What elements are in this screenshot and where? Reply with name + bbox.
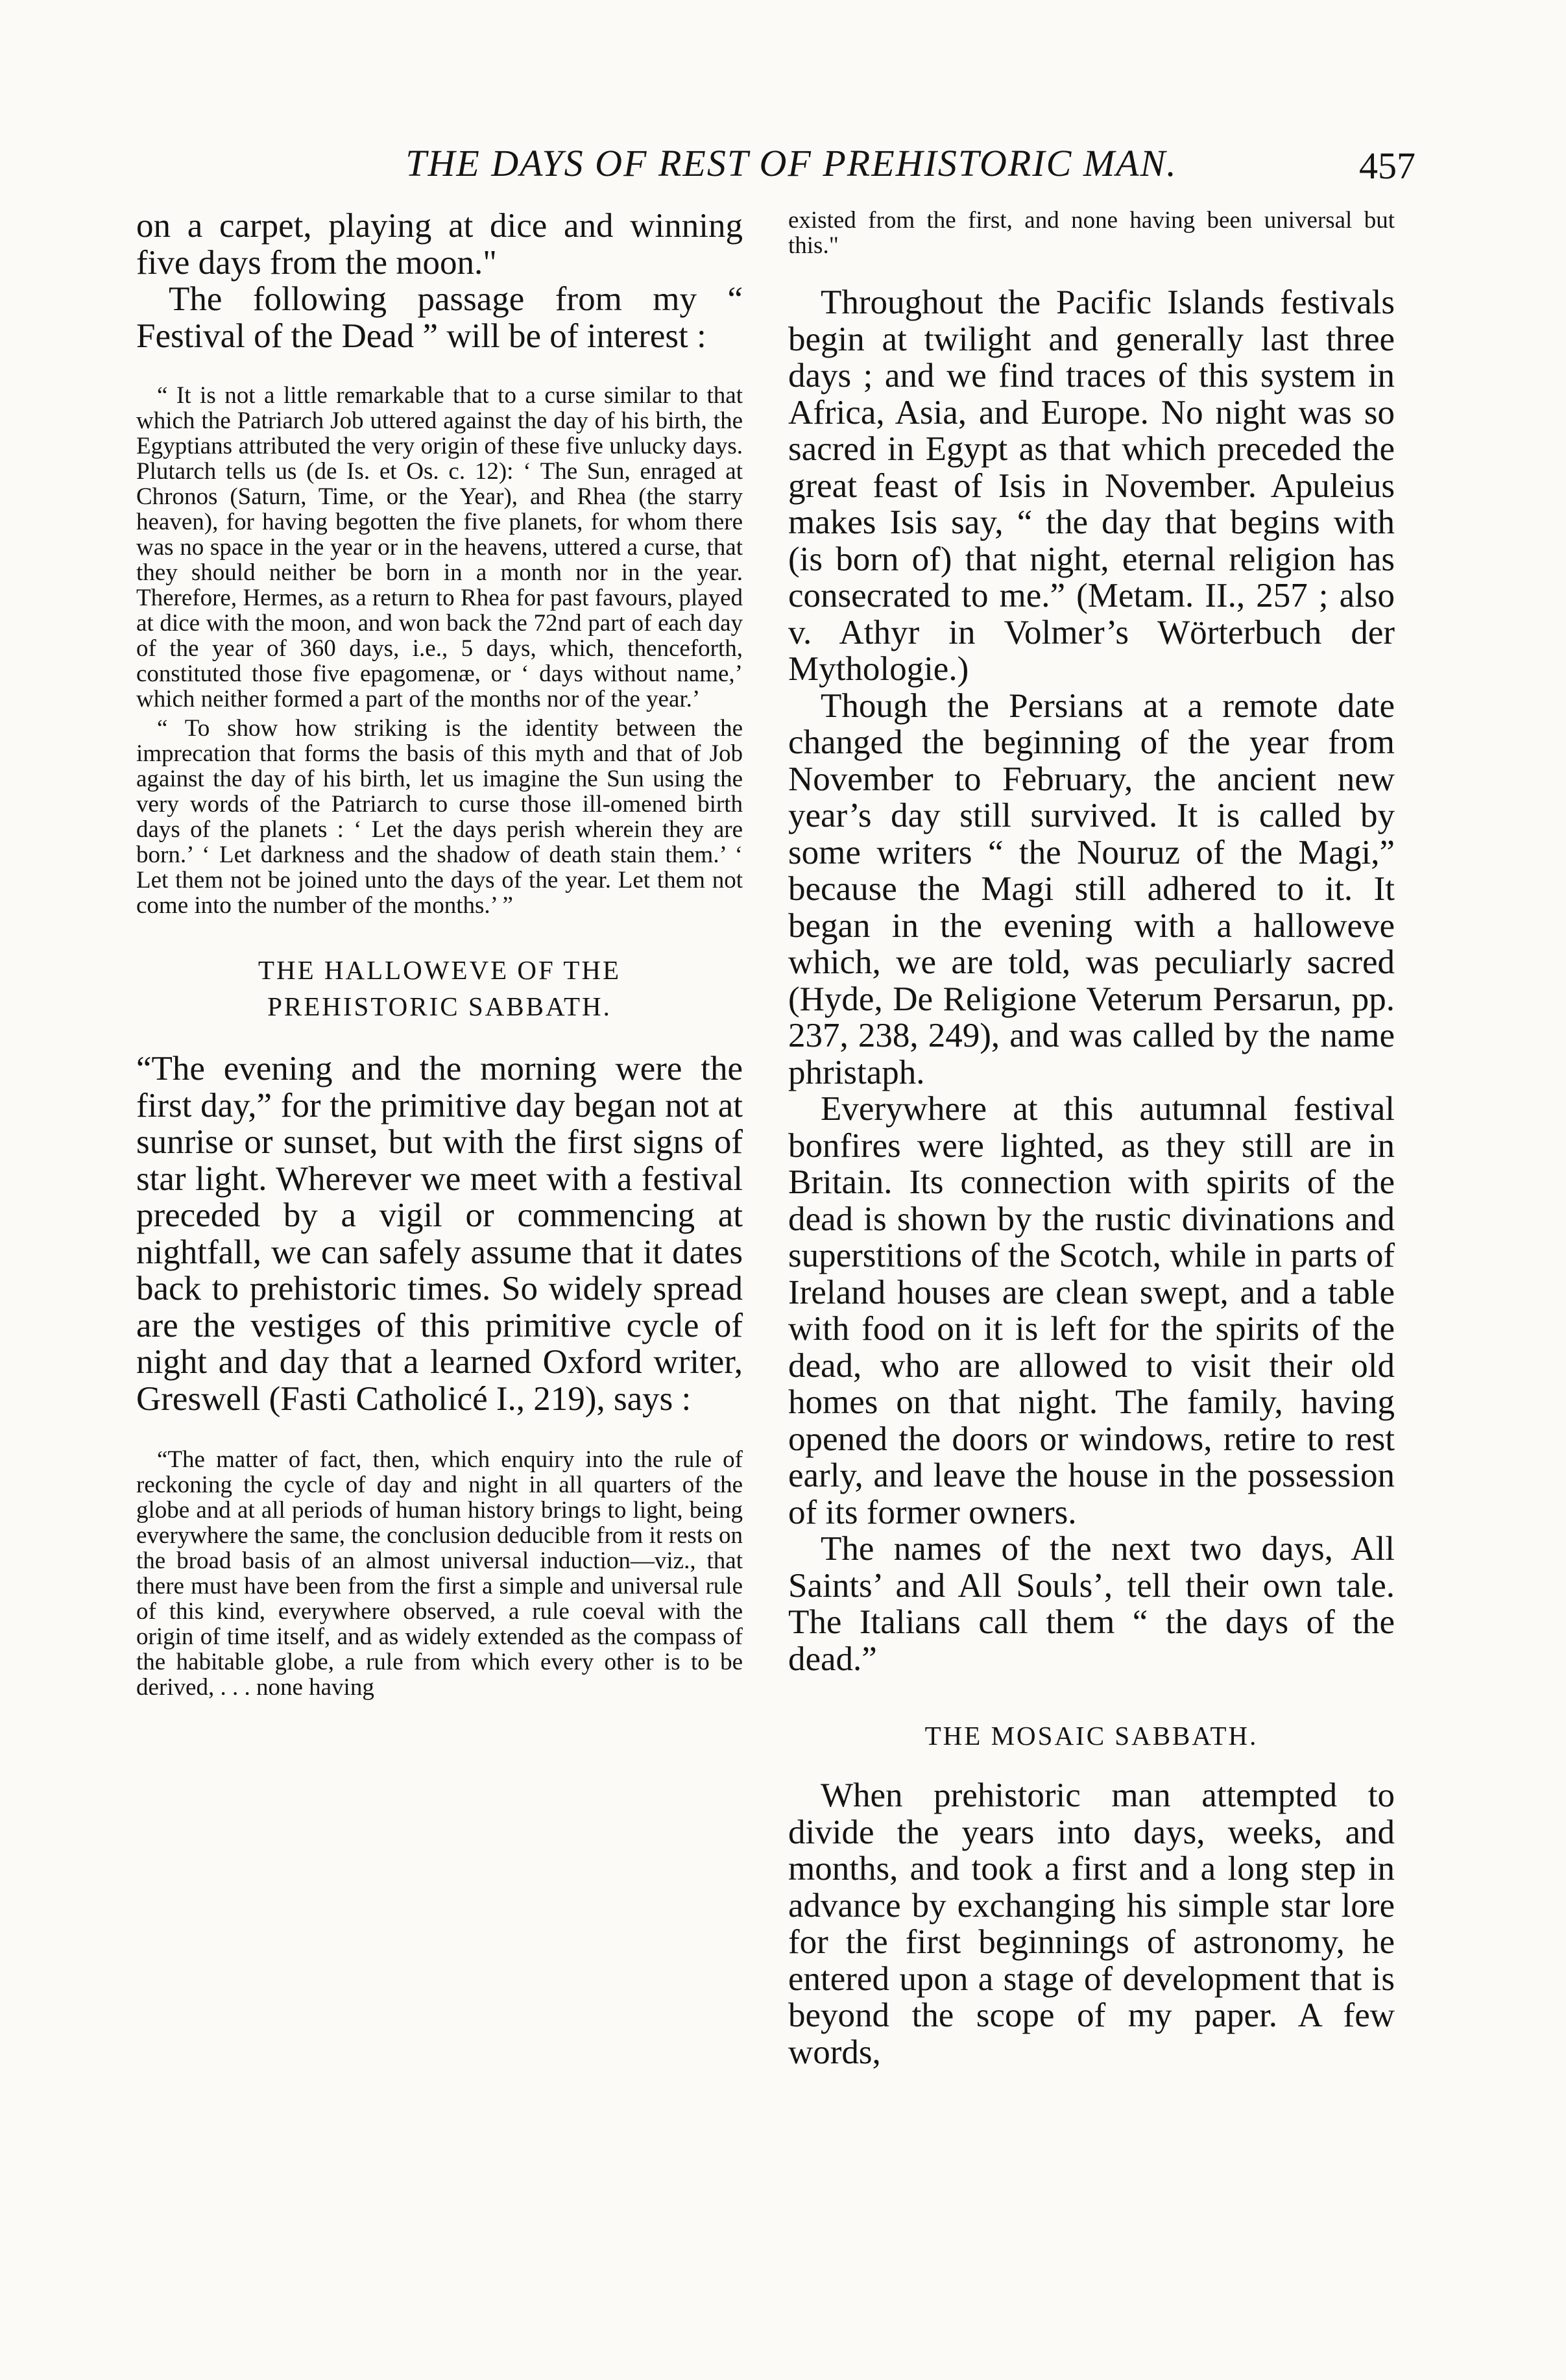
running-title: THE DAYS OF REST OF PREHISTORIC MAN. (405, 142, 1177, 184)
section-heading: THE MOSAIC SABBATH. (924, 1721, 1259, 1751)
left-column (136, 208, 743, 1700)
paragraph: When prehistoric man attempted to divide the years into days, weeks, and months, and took a first and a long step in advance by exchanging his simple star lore for the first beginnings of astronomy, he entered upon a stage of development that is beyond the scope of my paper. A few words, (788, 1777, 1395, 2071)
paragraph: “The evening and the morning were the first day,” for the primitive day began not at sunrise or sunset, but with the first signs of star light. Wherever we meet with a festival preceded by a vigil or commencing at nightfall, we can safely assume that it dates back to prehistoric times. So widely spread are the vestiges of this primitive cycle of night and day that a learned Oxford writer, Greswell (Fasti Catholicé I., 219), says : (136, 1050, 743, 1418)
paragraph: Everywhere at this autumnal festival bonfires were lighted, as they still are in Britain. Its connection with spirits of the dead is shown by the rustic divinations and superstitions of the Scotch, while in parts of Ireland houses are clean swept, and a table with food on it is left for the spirits of the dead, who are allowed to visit their old homes on that night. The family, having opened the doors or windows, retire to rest early, and leave the house in the possession of its former owners. (788, 1090, 1395, 1531)
paragraph: Throughout the Pacific Islands festivals begin at twilight and generally last three days ; and we find traces of this system in Africa, Asia, and Europe. No night was so sacred in Egypt as that which preceded the great feast of Isis in November. Apuleius makes Isis say, “ the day that begins with (is born of) that night, eternal religion has consecrated to me.” (Metam. II., 257 ; also v. Athyr in Volmer’s Wörterbuch der Mythologie.) (788, 284, 1395, 688)
block-quote: “ It is not a little remarkable that to a curse similar to that which the Patriarch Job uttered against the day of his birth, the Egyptians attributed the very origin of these five unlucky days. Plutarch tells us (de Is. et Os. c. 12): ‘ The Sun, enraged at Chronos (Saturn, Time, or the Year), and Rhea (the starry heaven), for having begotten the five planets, for whom there was no space in the year or in the heavens, uttered a curse, that they should neither be born in a month nor in the year. Therefore, Hermes, as a return to Rhea for past favours, played at dice with the moon, and won back the 72nd part of each day of the year of 360 days, i.e., 5 days, which, thenceforth, constituted those five epagomenæ, or ‘ days without name,’ which neither formed a part of the months nor of the year.’ (136, 382, 743, 712)
page-number: 457 (1359, 145, 1415, 187)
right-column (788, 208, 1395, 2070)
paragraph: on a carpet, playing at dice and winning five days from the moon." (136, 207, 743, 282)
section-heading: THE HALLOWEVE OF THE PREHISTORIC SABBATH. (258, 955, 621, 1021)
paragraph: Though the Persians at a remote date changed the beginning of the year from November to February, the ancient new year’s day still survived. It is called by some writers “ the Nouruz of the Magi,” because the Magi still adhered to it. It began in the evening with a halloweve which, we are told, was peculiarly sacred (Hyde, De Religione Veterum Persarun, pp. 237, 238, 249), and was called by the name phristaph. (788, 686, 1395, 1091)
paragraph: The following passage from my “ Festival of the Dead ” will be of interest : (136, 280, 743, 355)
block-quote-continued: existed from the first, and none having been universal but this." (788, 207, 1395, 259)
block-quote: “ To show how striking is the identity between the imprecation that forms the basis of this myth and that of Job against the day of his birth, let us imagine the Sun using the very words of the Patriarch to curse those ill-omened birth days of the planets : ‘ Let the days perish wherein they are born.’ ‘ Let darkness and the shadow of death stain them.’ ‘ Let them not be joined unto the days of the year. Let them not come into the number of the months.’ ” (136, 715, 743, 919)
block-quote: “The matter of fact, then, which enquiry into the rule of reckoning the cycle of day and night in all quarters of the globe and at all periods of human history brings to light, being everywhere the same, the conclusion deducible from it rests on the broad basis of an almost universal induction—viz., that there must have been from the first a simple and universal rule of this kind, everywhere observed, a rule coeval with the origin of time itself, and as widely extended as the compass of the habitable globe, a rule from which every other is to be derived, . . . none having (136, 1446, 743, 1701)
paragraph: The names of the next two days, All Saints’ and All Souls’, tell their own tale. The Italians call them “ the days of the dead.” (788, 1530, 1395, 1678)
